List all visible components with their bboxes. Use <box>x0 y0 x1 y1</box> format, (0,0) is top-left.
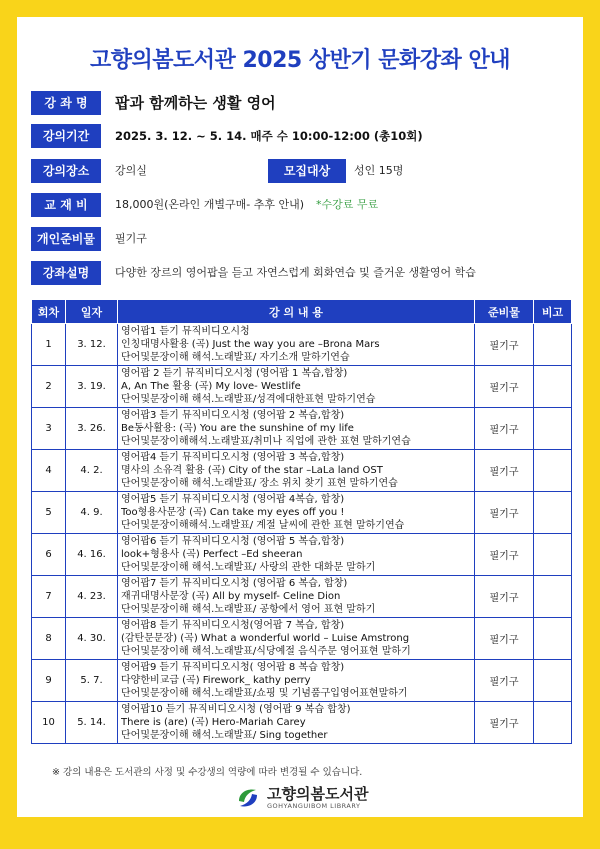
period-value: 2025. 3. 12. ~ 5. 14. 매주 수 10:00-12:00 (총10회) <box>115 129 423 143</box>
session-content-line: 영어팝8 듣기 뮤직비디오시청(영어팝 7 복습, 합창) <box>121 619 345 631</box>
session-supplies: 필기구 <box>475 702 534 744</box>
schedule-row <box>32 534 572 576</box>
session-content <box>118 618 475 660</box>
schedule-row <box>32 618 572 660</box>
session-date: 4. 23. <box>66 576 118 618</box>
materials-value: 18,000원(온라인 개별구매- 추후 안내) *수강료 무료 <box>115 198 379 211</box>
header-supplies: 준비물 <box>475 300 534 324</box>
session-content-line: 재귀대명사문장 (곡) All by myself- Celine Dion <box>121 590 341 602</box>
library-leaf-logo-icon <box>235 785 261 811</box>
flyer-sheet <box>17 17 583 817</box>
session-content-line: 단어및문장이해 해석.노래발표/성격에대한표현 말하기연습 <box>121 394 376 406</box>
session-content-line: 다양한비교급 (곡) Firework_ kathy perry <box>121 674 311 686</box>
session-number: 3 <box>32 408 66 450</box>
header-content: 강 의 내 용 <box>118 300 475 324</box>
session-date: 3. 26. <box>66 408 118 450</box>
session-date: 3. 12. <box>66 324 118 366</box>
session-content-line: 단어및문장이해 해석.노래발표/ 사랑의 관한 대화문 말하기 <box>121 562 376 574</box>
session-date: 5. 7. <box>66 660 118 702</box>
library-name-en: GOHYANGUIBOM LIBRARY <box>267 802 361 810</box>
session-content-line: A, An The 활용 (곡) My love- Westlife <box>121 380 301 392</box>
session-remarks <box>534 576 572 618</box>
session-content-line: 영어팝5 듣기 뮤직비디오시청 (영어팝 4복습, 합창) <box>121 493 345 505</box>
session-content-line: 단어및문장이해 해석.노래발표/쇼핑 및 기념품구입영어표현말하기 <box>121 688 408 700</box>
prep-label: 개인준비물 <box>31 227 101 251</box>
session-date: 4. 9. <box>66 492 118 534</box>
session-content <box>118 660 475 702</box>
session-content <box>118 450 475 492</box>
session-content-line: Too형용사문장 (곡) Can take my eyes off you ! <box>121 506 345 518</box>
session-number: 8 <box>32 618 66 660</box>
header-remarks: 비고 <box>534 300 572 324</box>
schedule-row <box>32 702 572 744</box>
session-date: 4. 30. <box>66 618 118 660</box>
library-name: 고향의봄도서관 <box>267 785 369 803</box>
session-content-line: 단어및문장이해 해석.노래발표/ 장소 위치 찾기 표현 말하기연습 <box>121 478 398 490</box>
session-number: 6 <box>32 534 66 576</box>
schedule-table <box>31 299 572 744</box>
session-remarks <box>534 534 572 576</box>
session-content-line: 영어팝3 듣기 뮤직비디오시청 (영어팝 2 복습,합창) <box>121 409 345 421</box>
session-content <box>118 366 475 408</box>
header-date: 일자 <box>66 300 118 324</box>
session-content-line: There is (are) (곡) Hero-Mariah Carey <box>121 716 306 728</box>
target-value: 성인 15명 <box>354 164 404 177</box>
session-number: 2 <box>32 366 66 408</box>
description-label: 강좌설명 <box>31 261 101 285</box>
prep-value: 필기구 <box>115 232 147 245</box>
session-supplies: 필기구 <box>475 576 534 618</box>
session-content <box>118 702 475 744</box>
session-remarks <box>534 702 572 744</box>
session-remarks <box>534 618 572 660</box>
session-content-line: 명사의 소유격 활용 (곡) City of the star –LaLa land OST <box>121 464 383 476</box>
footnote: ※ 강의 내용은 도서관의 사정 및 수강생의 역량에 따라 변경될 수 있습니다. <box>52 767 363 778</box>
session-content-line: 단어및문장이해해석.노래발표/취미나 직업에 관한 표현 말하기연습 <box>121 436 411 448</box>
course-name-value: 팝과 함께하는 생활 영어 <box>115 94 276 112</box>
session-date: 5. 14. <box>66 702 118 744</box>
session-number: 4 <box>32 450 66 492</box>
session-supplies: 필기구 <box>475 534 534 576</box>
schedule-row <box>32 660 572 702</box>
session-content-line: 인칭대명사활용 (곡) Just the way you are –Brona Mars <box>121 338 380 350</box>
session-content-line: 영어팝6 듣기 뮤직비디오시청 (영어팝 5 복습,합창) <box>121 535 345 547</box>
materials-label: 교 재 비 <box>31 193 101 217</box>
session-remarks <box>534 492 572 534</box>
session-supplies: 필기구 <box>475 492 534 534</box>
session-content-line: 단어및문장이해해석.노래발표/ 계절 날씨에 관한 표현 말하기연습 <box>121 520 405 532</box>
session-remarks <box>534 324 572 366</box>
session-content <box>118 534 475 576</box>
schedule-row <box>32 366 572 408</box>
session-date: 3. 19. <box>66 366 118 408</box>
schedule-row <box>32 408 572 450</box>
session-supplies: 필기구 <box>475 324 534 366</box>
page-title: 고향의봄도서관 2025 상반기 문화강좌 안내 <box>90 48 510 73</box>
session-content-line: 단어및문장이해 해석.노래발표/ 공항에서 영어 표현 말하기 <box>121 604 376 616</box>
session-date: 4. 16. <box>66 534 118 576</box>
description-value: 다양한 장르의 영어팝을 듣고 자연스럽게 회화연습 및 즐거운 생활영어 학습 <box>115 266 476 279</box>
session-content-line: look+형용사 (곡) Perfect –Ed sheeran <box>121 548 303 560</box>
schedule-row <box>32 492 572 534</box>
session-supplies: 필기구 <box>475 366 534 408</box>
session-remarks <box>534 366 572 408</box>
session-content-line: 영어팝9 듣기 뮤직비디오시청( 영어팝 8 복습 합창) <box>121 661 345 673</box>
schedule-row <box>32 576 572 618</box>
session-content <box>118 408 475 450</box>
session-supplies: 필기구 <box>475 450 534 492</box>
session-number: 9 <box>32 660 66 702</box>
place-value: 강의실 <box>115 164 147 177</box>
free-tuition-note: *수강료 무료 <box>316 198 379 211</box>
session-content-line: 영어팝1 듣기 뮤직비디오시청 <box>121 325 250 337</box>
session-date: 4. 2. <box>66 450 118 492</box>
session-content-line: (감탄문문장) (곡) What a wonderful world – Luise Amstrong <box>121 632 410 644</box>
place-label: 강의장소 <box>31 159 101 183</box>
session-content-line: 영어팝 2 듣기 뮤직비디오시청 (영어팝 1 복습,합창) <box>121 367 348 379</box>
session-content <box>118 576 475 618</box>
session-content-line: Be동사활용: (곡) You are the sunshine of my life <box>121 422 354 434</box>
course-name-label: 강 좌 명 <box>31 91 101 115</box>
session-content-line: 영어팝7 듣기 뮤직비디오시청 (영어팝 6 복습, 합창) <box>121 577 348 589</box>
session-number: 10 <box>32 702 66 744</box>
session-number: 1 <box>32 324 66 366</box>
session-content-line: 영어팝10 듣기 뮤직비디오시청 (영어팝 9 복습 합창) <box>121 703 351 715</box>
session-supplies: 필기구 <box>475 618 534 660</box>
period-label: 강의기간 <box>31 124 101 148</box>
session-content-line: 영어팝4 듣기 뮤직비디오시청 (영어팝 3 복습,합창) <box>121 451 345 463</box>
session-content-line: 단어및문장이해 해석.노래발표/식당예절 음식주문 영어표현 말하기 <box>121 646 411 658</box>
target-label: 모집대상 <box>268 159 346 183</box>
schedule-row <box>32 324 572 366</box>
session-content <box>118 492 475 534</box>
header-session: 회차 <box>32 300 66 324</box>
session-content-line: 단어및문장이해 해석.노래발표/ 자기소개 말하기연습 <box>121 352 350 364</box>
session-number: 7 <box>32 576 66 618</box>
session-remarks <box>534 660 572 702</box>
session-remarks <box>534 450 572 492</box>
schedule-header-row <box>32 300 572 324</box>
session-remarks <box>534 408 572 450</box>
session-supplies: 필기구 <box>475 408 534 450</box>
session-number: 5 <box>32 492 66 534</box>
session-supplies: 필기구 <box>475 660 534 702</box>
library-logo <box>235 783 405 813</box>
session-content <box>118 324 475 366</box>
session-content-line: 단어및문장이해 해석.노래발표/ Sing together <box>121 730 328 742</box>
schedule-row <box>32 450 572 492</box>
